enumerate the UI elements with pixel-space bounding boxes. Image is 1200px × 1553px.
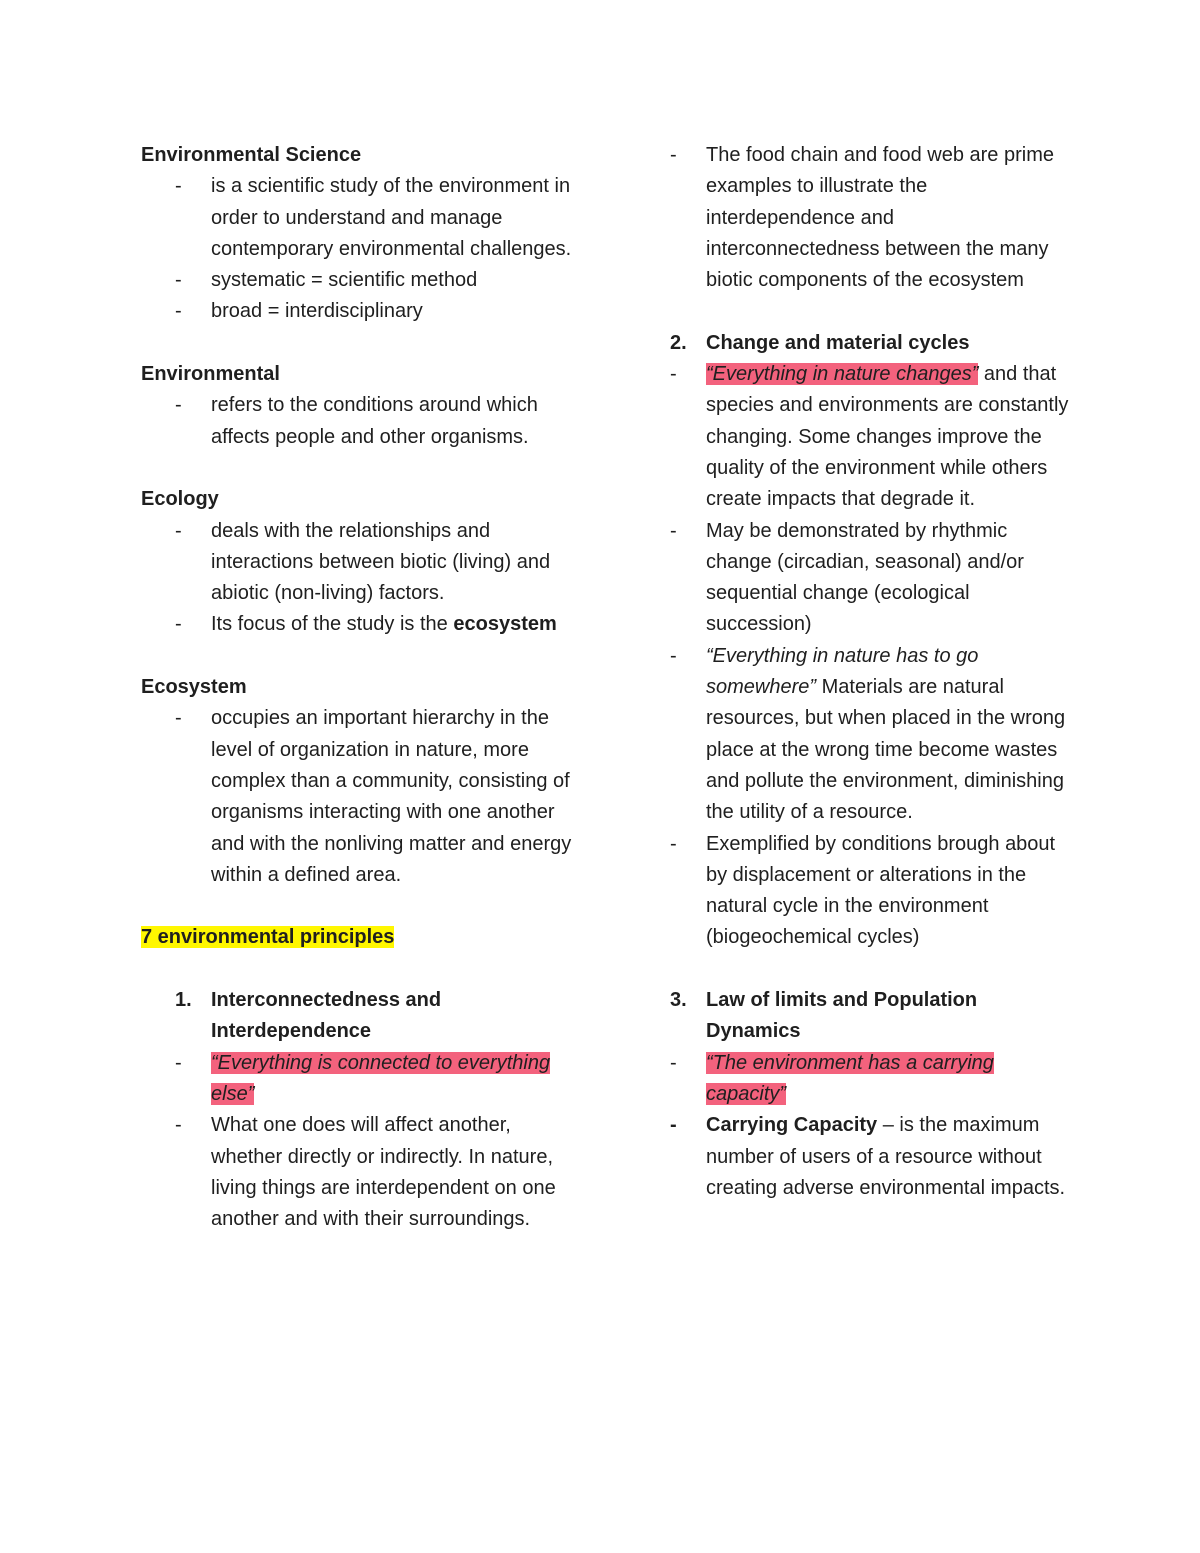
- number-marker: 1.: [175, 989, 192, 1012]
- principle-2-quote: “Everything in nature changes”: [706, 363, 979, 386]
- list-item: - “Everything in nature has to go somewhere” Materials are natural resources, but when placed in the wrong place at the wrong time become wastes and pollute the environment, diminishing the utility of a resource.: [670, 641, 1070, 829]
- dash-marker: -: [670, 1051, 677, 1074]
- principle-1-quote: “Everything is connected to everything else”: [211, 1051, 551, 1105]
- list-item: - What one does will affect another, whether directly or indirectly. In nature, living things are interdependent on one another and with their surroundings.: [141, 1110, 581, 1235]
- list-item: - Carrying Capacity – is the maximum number of users of a resource without creating adverse environmental impacts.: [670, 1110, 1070, 1204]
- list-item: - occupies an important hierarchy in the level of organization in nature, more complex than a community, consisting of organisms interacting with one another and with the nonliving matter and energy within a defined area.: [141, 703, 581, 891]
- list-item: - “Everything in nature changes” and that species and environments are constantly changing. Some changes improve the quality of the environment while others create impacts that degrade it.: [670, 359, 1070, 515]
- number-marker: 3.: [670, 989, 687, 1012]
- dash-marker: -: [670, 363, 677, 386]
- dash-marker: -: [175, 175, 182, 198]
- list-item: - refers to the conditions around which affects people and other organisms.: [141, 390, 581, 453]
- dash-marker: -: [670, 519, 677, 542]
- principle-3-title: 3. Law of limits and Population Dynamics: [670, 985, 1070, 1048]
- heading-environmental: Environmental: [141, 363, 280, 386]
- heading-principles: [141, 922, 581, 953]
- carrying-capacity-term: Carrying Capacity: [706, 1114, 878, 1137]
- heading-ecosystem: Ecosystem: [141, 676, 247, 699]
- principle-1-title: 1. Interconnectedness and Interdependence: [141, 985, 581, 1048]
- number-marker: 2.: [670, 331, 687, 354]
- principle-2-title: 2. Change and material cycles: [670, 328, 1070, 359]
- dash-marker: -: [175, 613, 182, 636]
- heading-environmental-science: Environmental Science: [141, 144, 362, 166]
- list-item: - broad = interdisciplinary: [141, 296, 581, 327]
- principles-title-highlight: 7 environmental principles: [141, 926, 395, 949]
- dash-marker: -: [175, 519, 182, 542]
- list-item: - Its focus of the study is the ecosystem: [141, 609, 581, 640]
- list-item: [670, 1048, 1070, 1111]
- dash-marker: -: [175, 1051, 182, 1074]
- dash-marker: -: [175, 300, 182, 323]
- list-item: - deals with the relationships and interactions between biotic (living) and abiotic (non-living) factors.: [141, 516, 581, 610]
- dash-marker: -: [670, 1114, 677, 1137]
- right-column: [670, 140, 1070, 1204]
- dash-marker: -: [670, 644, 677, 667]
- list-item: - systematic = scientific method: [141, 265, 581, 296]
- list-item: - is a scientific study of the environment in order to understand and manage contemporary environmental challenges.: [141, 171, 581, 265]
- dash-marker: -: [175, 394, 182, 417]
- list-item: - Exemplified by conditions brough about by displacement or alterations in the natural cycle in the environment (biogeochemical cycles): [670, 829, 1070, 954]
- list-item: [141, 1048, 581, 1111]
- list-item: - The food chain and food web are prime examples to illustrate the interdependence and interconnectedness between the many biotic components of the ecosystem: [670, 140, 1070, 296]
- principle-3-quote: “The environment has a carrying capacity”: [706, 1051, 994, 1105]
- dash-marker: -: [175, 1114, 182, 1137]
- dash-marker: -: [670, 144, 677, 166]
- dash-marker: -: [175, 707, 182, 730]
- ecosystem-term: ecosystem: [453, 613, 557, 636]
- dash-marker: -: [175, 269, 182, 292]
- dash-marker: -: [670, 832, 677, 855]
- heading-ecology: Ecology: [141, 488, 219, 511]
- principle-2-quote-2: “Everything in nature has to go somewhere”: [706, 644, 979, 699]
- left-column: [141, 140, 581, 1235]
- list-item: - May be demonstrated by rhythmic change (circadian, seasonal) and/or sequential change (ecological succession): [670, 516, 1070, 641]
